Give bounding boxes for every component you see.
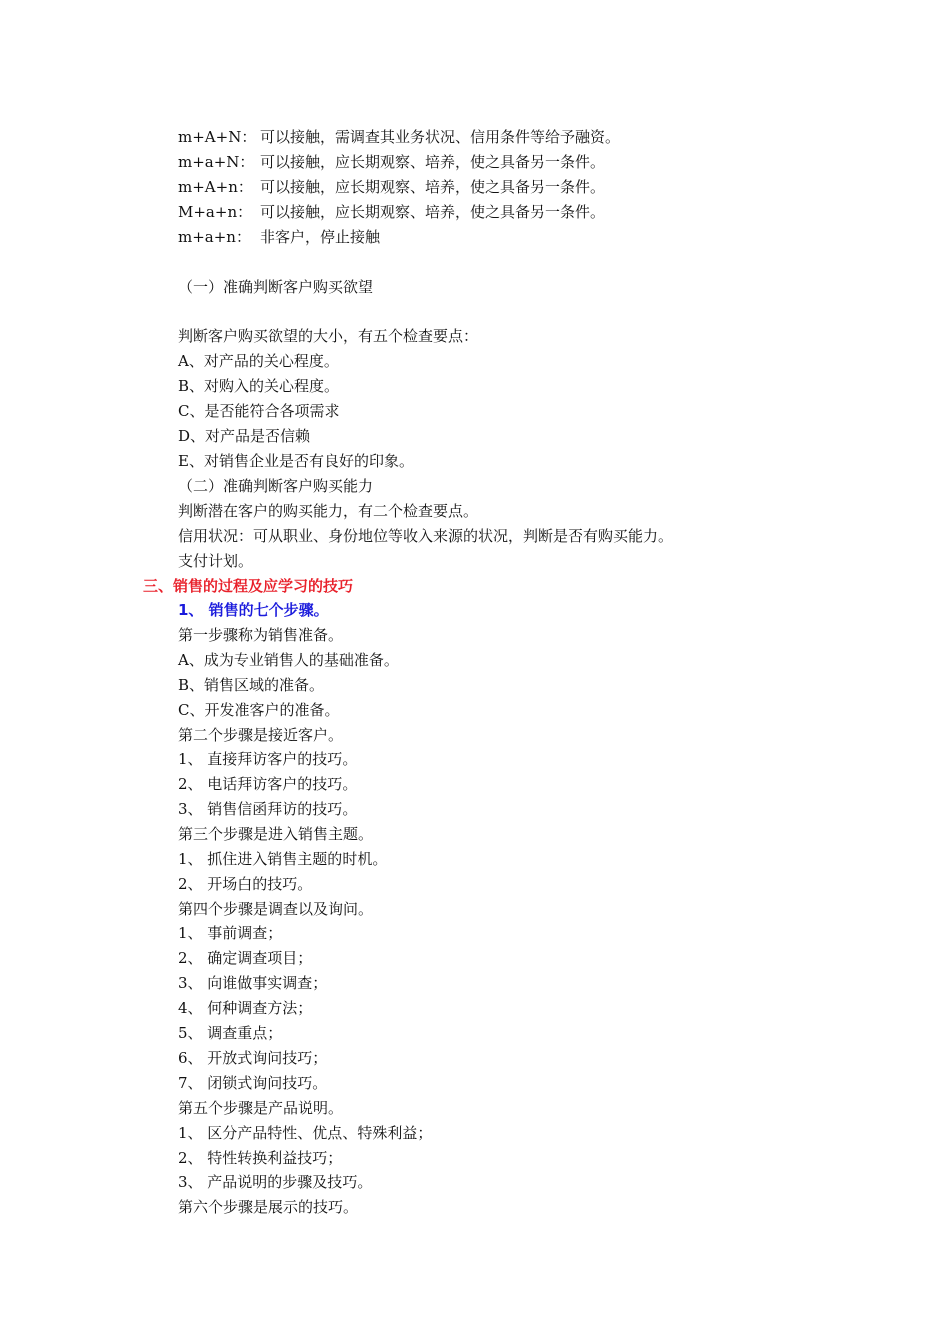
code-label: m+a+n： [178, 228, 251, 246]
code-text: 可以接触，需调查其业务状况、信用条件等给予融资。 [260, 128, 621, 146]
list-item: B、对购入的关心程度。 [178, 377, 340, 395]
paragraph-line: 信用状况：可从职业、身份地位等收入来源的状况，判断是否有购买能力。 [178, 527, 674, 545]
list-item: A、对产品的关心程度。 [178, 352, 339, 370]
list-item: E、对销售企业是否有良好的印象。 [178, 452, 414, 470]
step-line: A、成为专业销售人的基础准备。 [178, 651, 399, 669]
code-label: M+a+n： [178, 203, 253, 221]
list-item: C、是否能符合各项需求 [178, 402, 340, 420]
step-line: 2、 特性转换利益技巧； [178, 1149, 343, 1167]
code-line [178, 152, 605, 172]
code-line [178, 177, 605, 197]
step-line: 第二个步骤是接近客户。 [178, 726, 344, 744]
list-item: D、对产品是否信赖 [178, 427, 311, 445]
step-line: 第五个步骤是产品说明。 [178, 1099, 344, 1117]
step-line: 2、 电话拜访客户的技巧。 [178, 775, 358, 793]
code-text: 可以接触，应长期观察、培养，使之具备另一条件。 [260, 178, 606, 196]
step-line: 第六个步骤是展示的技巧。 [178, 1198, 359, 1216]
code-text: 可以接触，应长期观察、培养，使之具备另一条件。 [260, 203, 606, 221]
subheading-steps: 1、 销售的七个步骤。 [178, 601, 329, 619]
step-line: 1、 区分产品特性、优点、特殊利益； [178, 1124, 433, 1142]
code-line [178, 227, 380, 247]
step-line: 4、 何种调查方法； [178, 999, 313, 1017]
step-line: 5、 调查重点； [178, 1024, 283, 1042]
code-text: 可以接触，应长期观察、培养，使之具备另一条件。 [260, 153, 606, 171]
step-line: 1、 直接拜访客户的技巧。 [178, 750, 358, 768]
step-line: 第四个步骤是调查以及询问。 [178, 900, 374, 918]
section-intro: 判断客户购买欲望的大小，有五个检查要点： [178, 327, 479, 345]
code-line [178, 202, 605, 222]
step-line: B、销售区域的准备。 [178, 676, 325, 694]
step-line: 2、 开场白的技巧。 [178, 875, 313, 893]
heading-3: 三、销售的过程及应学习的技巧 [143, 577, 354, 595]
section-title: （二）准确判断客户购买能力 [178, 477, 374, 495]
step-line: 1、 事前调查； [178, 924, 283, 942]
step-line: 7、 闭锁式询问技巧。 [178, 1074, 328, 1092]
code-text: 非客户，停止接触 [260, 228, 381, 246]
code-label: m+a+N： [178, 153, 255, 171]
step-line: 2、 确定调查项目； [178, 949, 313, 967]
step-line: 3、 产品说明的步骤及技巧。 [178, 1173, 373, 1191]
code-label: m+A+N： [178, 128, 257, 146]
section-title: （一）准确判断客户购买欲望 [178, 278, 374, 296]
step-line: 3、 向谁做事实调查； [178, 974, 328, 992]
step-line: C、开发准客户的准备。 [178, 701, 340, 719]
step-line: 第三个步骤是进入销售主题。 [178, 825, 374, 843]
code-line [178, 127, 620, 147]
step-line: 3、 销售信函拜访的技巧。 [178, 800, 358, 818]
code-label: m+A+n： [178, 178, 253, 196]
step-line: 6、 开放式询问技巧； [178, 1049, 328, 1067]
paragraph-line: 支付计划。 [178, 552, 254, 570]
paragraph-line: 判断潜在客户的购买能力，有二个检查要点。 [178, 502, 479, 520]
step-line: 1、 抓住进入销售主题的时机。 [178, 850, 388, 868]
step-line: 第一步骤称为销售准备。 [178, 626, 344, 644]
